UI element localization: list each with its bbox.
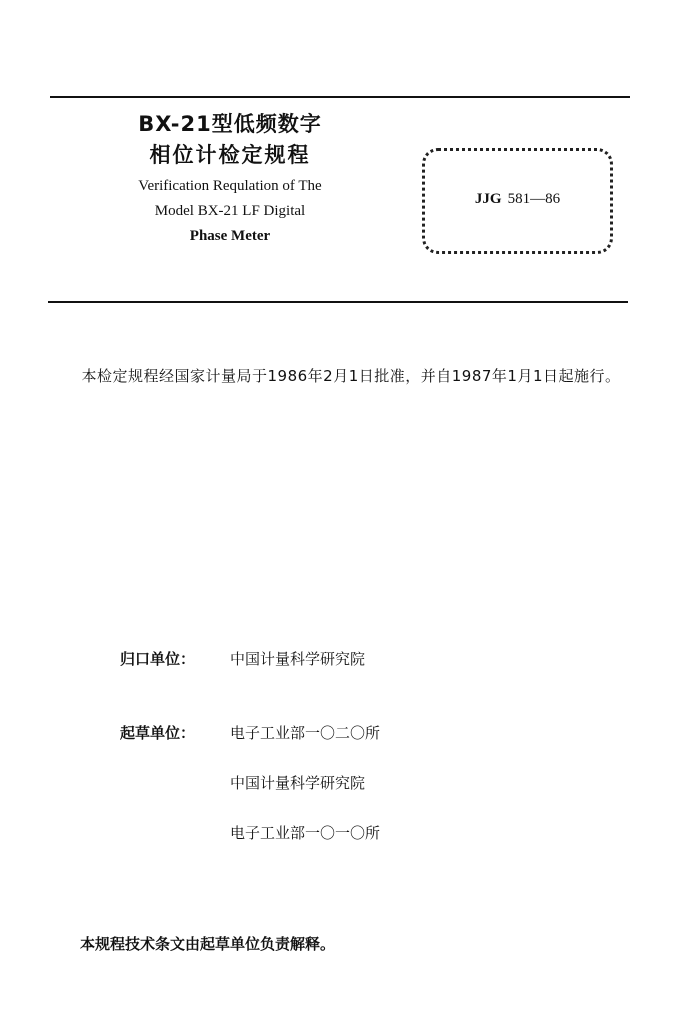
title-cn-line2: 相位计检定规程 xyxy=(149,143,311,167)
drafting-unit-value-3: 电子工业部一〇一〇所 xyxy=(230,824,381,842)
code-prefix: JJG xyxy=(474,191,502,207)
drafting-unit-value-2: 中国计量科学研究院 xyxy=(230,774,366,792)
title-en-line3: Phase Meter xyxy=(189,228,271,244)
title-en-line1: Verification Requlation of The xyxy=(138,178,322,194)
responsible-unit-label: 归口单位： xyxy=(120,650,196,668)
standard-code xyxy=(425,191,610,208)
title-cn-line1: BX-21型低频数字 xyxy=(138,112,322,136)
title-en-line2: Model BX-21 LF Digital xyxy=(154,203,306,219)
top-rule xyxy=(50,96,630,98)
interpretation-note: 本规程技术条文由起草单位负责解释。 xyxy=(80,935,336,953)
bottom-rule xyxy=(48,301,628,303)
code-number: 581—86 xyxy=(507,191,561,207)
responsible-unit-value: 中国计量科学研究院 xyxy=(230,650,366,668)
standard-code-box xyxy=(422,148,613,254)
drafting-unit-label: 起草单位： xyxy=(120,724,196,742)
title-en xyxy=(60,174,400,249)
approval-statement: 本检定规程经国家计量局于1986年2月1日批准，并自1987年1月1日起施行。 xyxy=(81,367,621,385)
title-block xyxy=(60,110,400,249)
drafting-unit-value-1: 电子工业部一〇二〇所 xyxy=(230,724,381,742)
